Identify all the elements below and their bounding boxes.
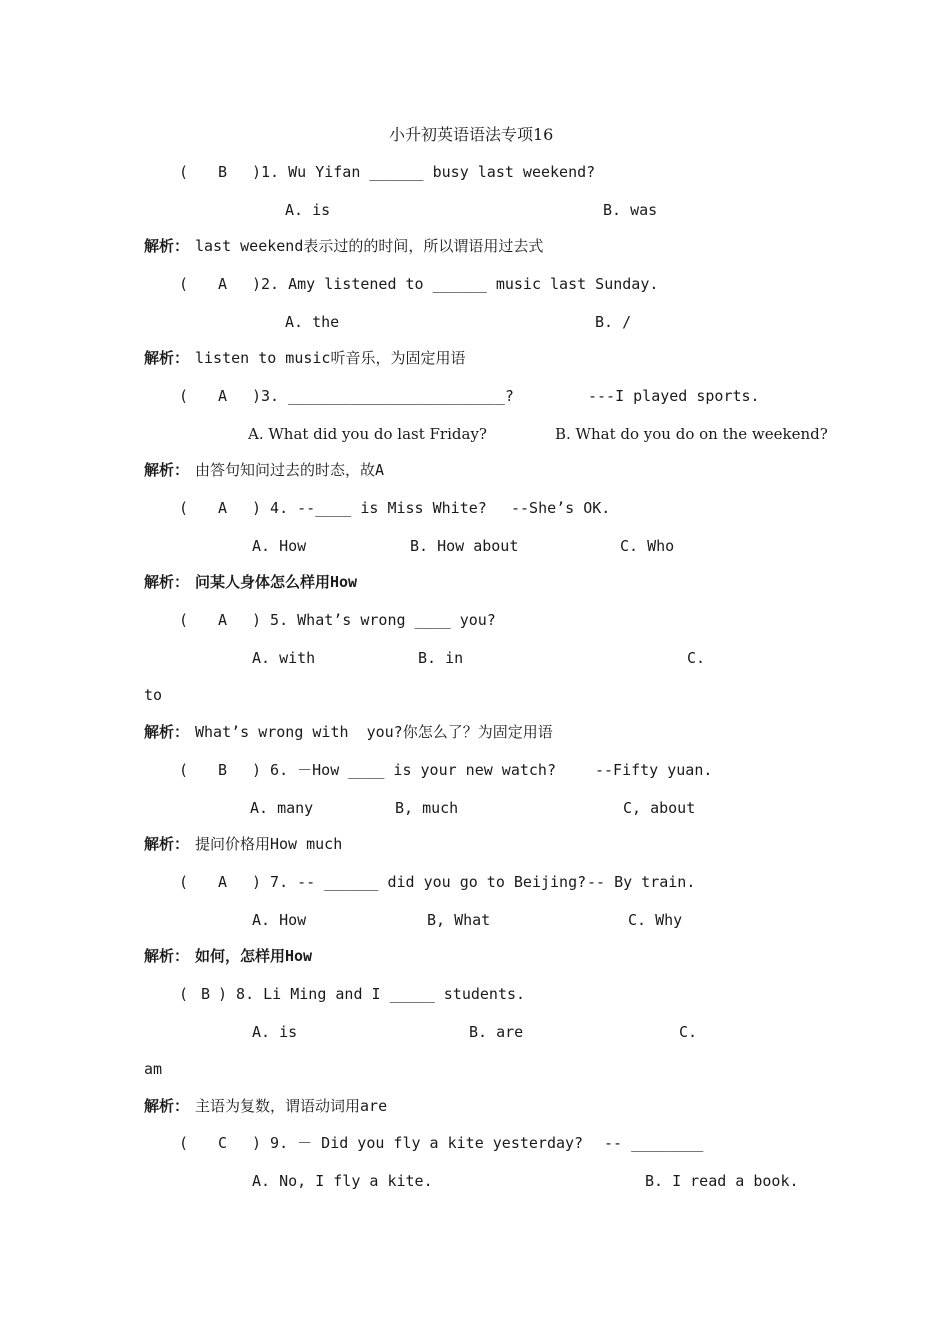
page-title: 小升初英语语法专项16 xyxy=(389,125,554,144)
question-7-reply: -- By train. xyxy=(587,873,696,891)
question-7-stem: ) 7. -- ______ did you go to Beijing? xyxy=(252,873,587,891)
question-1-option-b: B. was xyxy=(603,201,658,219)
question-5-option-b: B. in xyxy=(418,649,464,667)
question-8-answer: B xyxy=(201,985,211,1003)
question-6-analysis: 提问价格用How much xyxy=(195,835,343,853)
question-1-paren: ( xyxy=(179,163,189,181)
question-5-analysis-label: 解析： xyxy=(144,723,190,741)
question-7-option-c: C. Why xyxy=(628,911,683,929)
question-8-stem: ) 8. Li Ming and I _____ students. xyxy=(218,985,526,1003)
question-7-paren: ( xyxy=(179,873,189,891)
question-2-answer: A xyxy=(218,275,228,293)
question-4-paren: ( xyxy=(179,499,189,517)
question-8-option-a: A. is xyxy=(252,1023,298,1041)
question-6-option-a: A. many xyxy=(250,799,314,817)
question-5-paren: ( xyxy=(179,611,189,629)
question-9-stem: ) 9. － Did you fly a kite yesterday? xyxy=(252,1134,584,1152)
question-4-analysis: 问某人身体怎么样用How xyxy=(195,573,358,591)
question-7-answer: A xyxy=(218,873,228,891)
question-1-answer: B xyxy=(218,163,228,181)
question-9-reply: -- ________ xyxy=(604,1134,704,1152)
question-2-option-a: A. the xyxy=(285,313,340,331)
question-5-option-c: C. xyxy=(687,649,706,667)
question-5-stem: ) 5. What’s wrong ____ you? xyxy=(252,611,496,629)
question-3-option-a: A. What did you do last Friday? xyxy=(248,425,487,443)
question-9-paren: ( xyxy=(179,1134,189,1152)
question-2-option-b: B. / xyxy=(595,313,632,331)
question-7-option-b: B, What xyxy=(427,911,491,929)
question-3-reply: ---I played sports. xyxy=(588,387,760,405)
question-2-stem: )2. Amy listened to ______ music last Sunday. xyxy=(252,275,659,293)
question-3-stem: )3. ________________________? xyxy=(252,387,514,405)
question-4-option-a: A. How xyxy=(252,537,307,555)
question-9-option-b: B. I read a book. xyxy=(645,1172,799,1190)
question-4-analysis-label: 解析： xyxy=(144,573,190,591)
question-8-paren: ( xyxy=(179,985,189,1003)
question-6-analysis-label: 解析： xyxy=(144,835,190,853)
question-4-option-b: B. How about xyxy=(410,537,519,555)
question-6-stem: ) 6. －How ____ is your new watch? xyxy=(252,761,556,779)
question-6-answer: B xyxy=(218,761,228,779)
question-8-option-wrap: am xyxy=(144,1060,163,1078)
question-8-analysis-label: 解析： xyxy=(144,1097,190,1115)
question-7-option-a: A. How xyxy=(252,911,307,929)
question-7-analysis-label: 解析： xyxy=(144,947,190,965)
question-4-reply: --She’s OK. xyxy=(511,499,611,517)
question-3-option-b: B. What do you do on the weekend? xyxy=(555,425,828,443)
question-5-option-a: A. with xyxy=(252,649,316,667)
question-1-stem: )1. Wu Yifan ______ busy last weekend? xyxy=(252,163,596,181)
question-5-answer: A xyxy=(218,611,228,629)
question-9-answer: C xyxy=(218,1134,228,1152)
question-5-analysis: What’s wrong with you?你怎么了？为固定用语 xyxy=(195,723,553,741)
question-2-analysis: listen to music听音乐，为固定用语 xyxy=(195,349,466,367)
question-6-option-c: C, about xyxy=(623,799,696,817)
question-7-analysis: 如何，怎样用How xyxy=(195,947,313,965)
question-3-analysis-label: 解析： xyxy=(144,461,190,479)
question-1-analysis: last weekend表示过的的时间，所以谓语用过去式 xyxy=(195,237,544,255)
question-6-paren: ( xyxy=(179,761,189,779)
question-5-option-wrap: to xyxy=(144,686,163,704)
question-6-option-b: B, much xyxy=(395,799,459,817)
question-2-paren: ( xyxy=(179,275,189,293)
question-6-reply: --Fifty yuan. xyxy=(595,761,713,779)
question-8-analysis: 主语为复数，谓语动词用are xyxy=(195,1097,388,1115)
question-2-analysis-label: 解析： xyxy=(144,349,190,367)
question-4-answer: A xyxy=(218,499,228,517)
question-4-option-c: C. Who xyxy=(620,537,675,555)
question-9-option-a: A. No, I fly a kite. xyxy=(252,1172,433,1190)
question-3-answer: A xyxy=(218,387,228,405)
question-8-option-b: B. are xyxy=(469,1023,524,1041)
question-3-analysis: 由答句知问过去的时态，故A xyxy=(195,461,385,479)
question-1-analysis-label: 解析： xyxy=(144,237,190,255)
question-3-paren: ( xyxy=(179,387,189,405)
question-8-option-c: C. xyxy=(679,1023,698,1041)
question-4-stem: ) 4. --____ is Miss White? xyxy=(252,499,487,517)
question-1-option-a: A. is xyxy=(285,201,331,219)
